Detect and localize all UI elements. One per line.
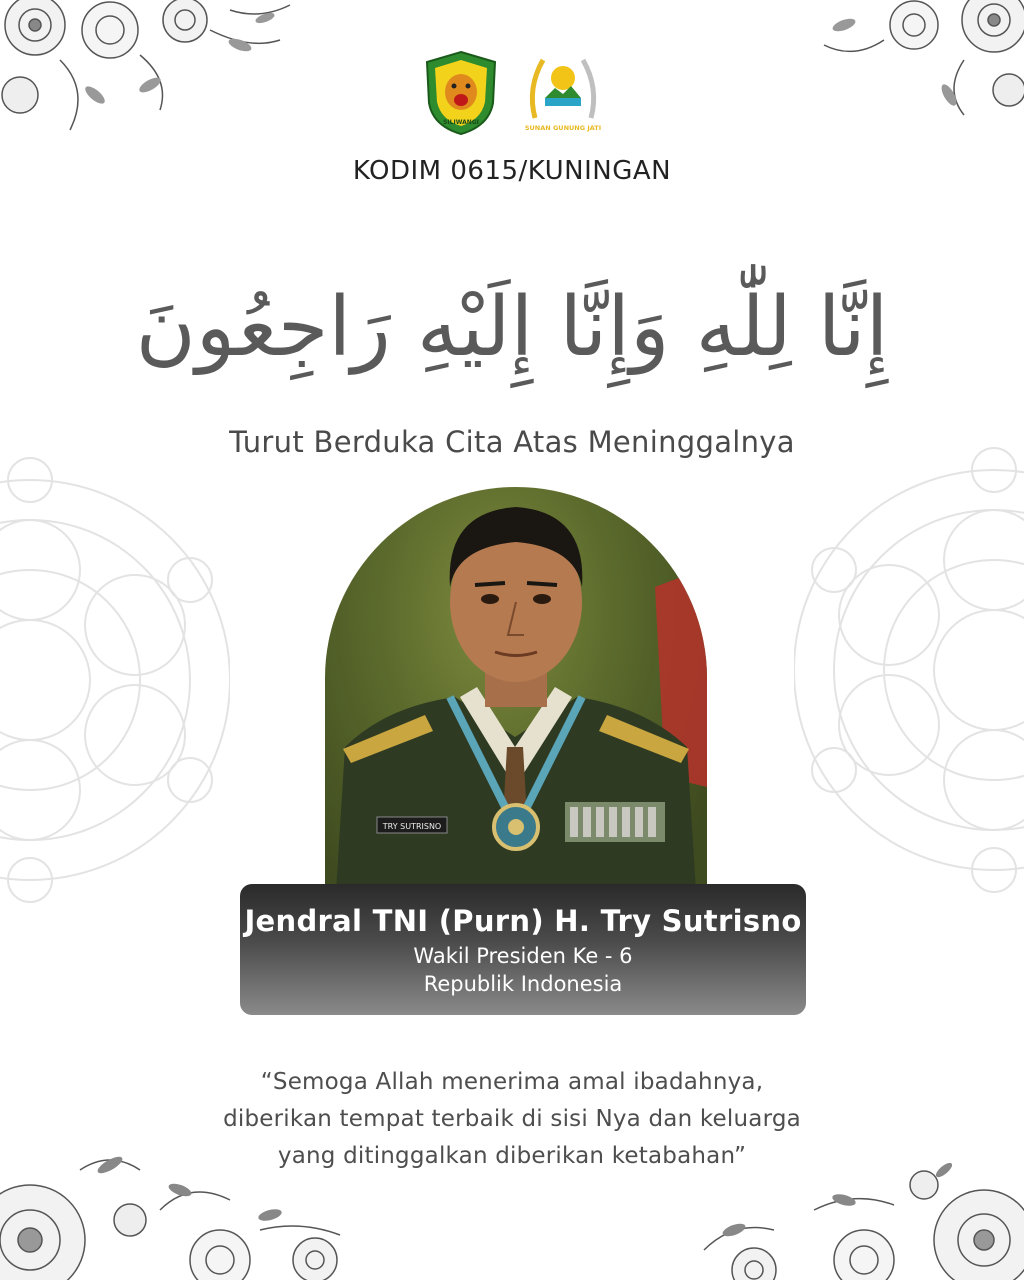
logo-row [0, 48, 1024, 138]
portrait-photo [325, 487, 707, 907]
condolence-subtitle: Turut Berduka Cita Atas Meninggalnya [229, 425, 795, 459]
arabic-calligraphy: إِنَّا لِلّٰهِ وَإِنَّا إِلَيْهِ رَاجِعُونَ [135, 280, 889, 375]
sunan-gunung-jati-emblem-icon [523, 48, 603, 138]
organization-title: KODIM 0615/KUNINGAN [352, 156, 672, 186]
prayer-quote [0, 1064, 1024, 1175]
deceased-name: Jendral TNI (Purn) H. Try Sutrisno [244, 904, 802, 938]
mandala-ornament-left [0, 420, 230, 940]
svg-text:SILIWANGI: SILIWANGI [443, 119, 479, 126]
quote-line-2: diberikan tempat terbaik di sisi Nya dan keluarga [223, 1106, 801, 1132]
position-line-2: Republik Indonesia [423, 972, 623, 996]
quote-line-1: “Semoga Allah menerima amal ibadahnya, [260, 1069, 764, 1095]
svg-text:SUNAN GUNUNG JATI: SUNAN GUNUNG JATI [524, 124, 602, 132]
mandala-ornament-right [794, 410, 1024, 930]
position-line-1: Wakil Presiden Ke - 6 [413, 944, 633, 968]
name-plate [240, 884, 806, 1015]
quote-line-3: yang ditinggalkan diberikan ketabahan” [277, 1143, 747, 1169]
uniform-name-tag: TRY SUTRISNO [382, 822, 442, 831]
siliwangi-emblem-icon [421, 48, 501, 138]
